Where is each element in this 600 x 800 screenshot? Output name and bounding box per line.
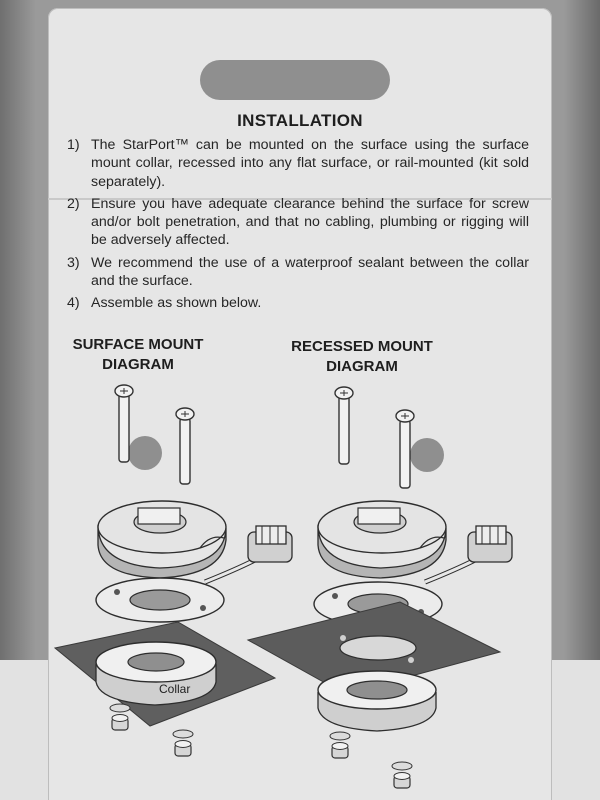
surface-mount-title [58,335,218,375]
recessed-mount-title [272,337,452,377]
card-hole-left [128,436,162,470]
nut-icon [330,732,350,758]
installation-title: INSTALLATION [237,111,363,130]
step-number: 2) [67,195,80,212]
step-text: Ensure you have adequate clearance behind the surface for screw and/or bolt penetration, and that no cabling, plumbing or rigging will be adversely affected. [91,195,529,249]
gasket-icon [96,578,224,622]
step-text: The StarPort™ can be mounted on the surface using the surface mount collar, recessed into any flat surface, or rail-mounted (kit sold separately). [91,137,529,190]
step-number: 3) [67,254,80,271]
step-text: We recommend the use of a waterproof sealant between the collar and the surface. [91,254,529,290]
nut-icon [173,730,193,756]
screw-icon [176,408,194,484]
step-number: 4) [67,295,80,312]
backing-ring-icon [318,671,436,731]
nut-icon [110,704,130,730]
surface-mount-title-line2: DIAGRAM [102,356,174,373]
step-number: 1) [67,137,80,153]
recessed-mount-diagram [248,387,512,788]
surface-mount-title-line1: SURFACE MOUNT [72,336,204,353]
surface-mount-diagram [55,385,292,756]
recessed-mount-title-line2: DIAGRAM [326,358,398,375]
step-text: Assemble as shown below. [91,295,262,312]
recessed-mount-title-line1: RECESSED MOUNT [291,338,433,355]
starport-body-icon [318,501,446,578]
collar-label: Collar [159,682,191,696]
starport-body-icon [98,501,226,578]
card-hole-right [410,438,444,472]
nut-icon [392,762,412,788]
screw-icon [335,387,353,464]
collar-icon [96,642,216,705]
